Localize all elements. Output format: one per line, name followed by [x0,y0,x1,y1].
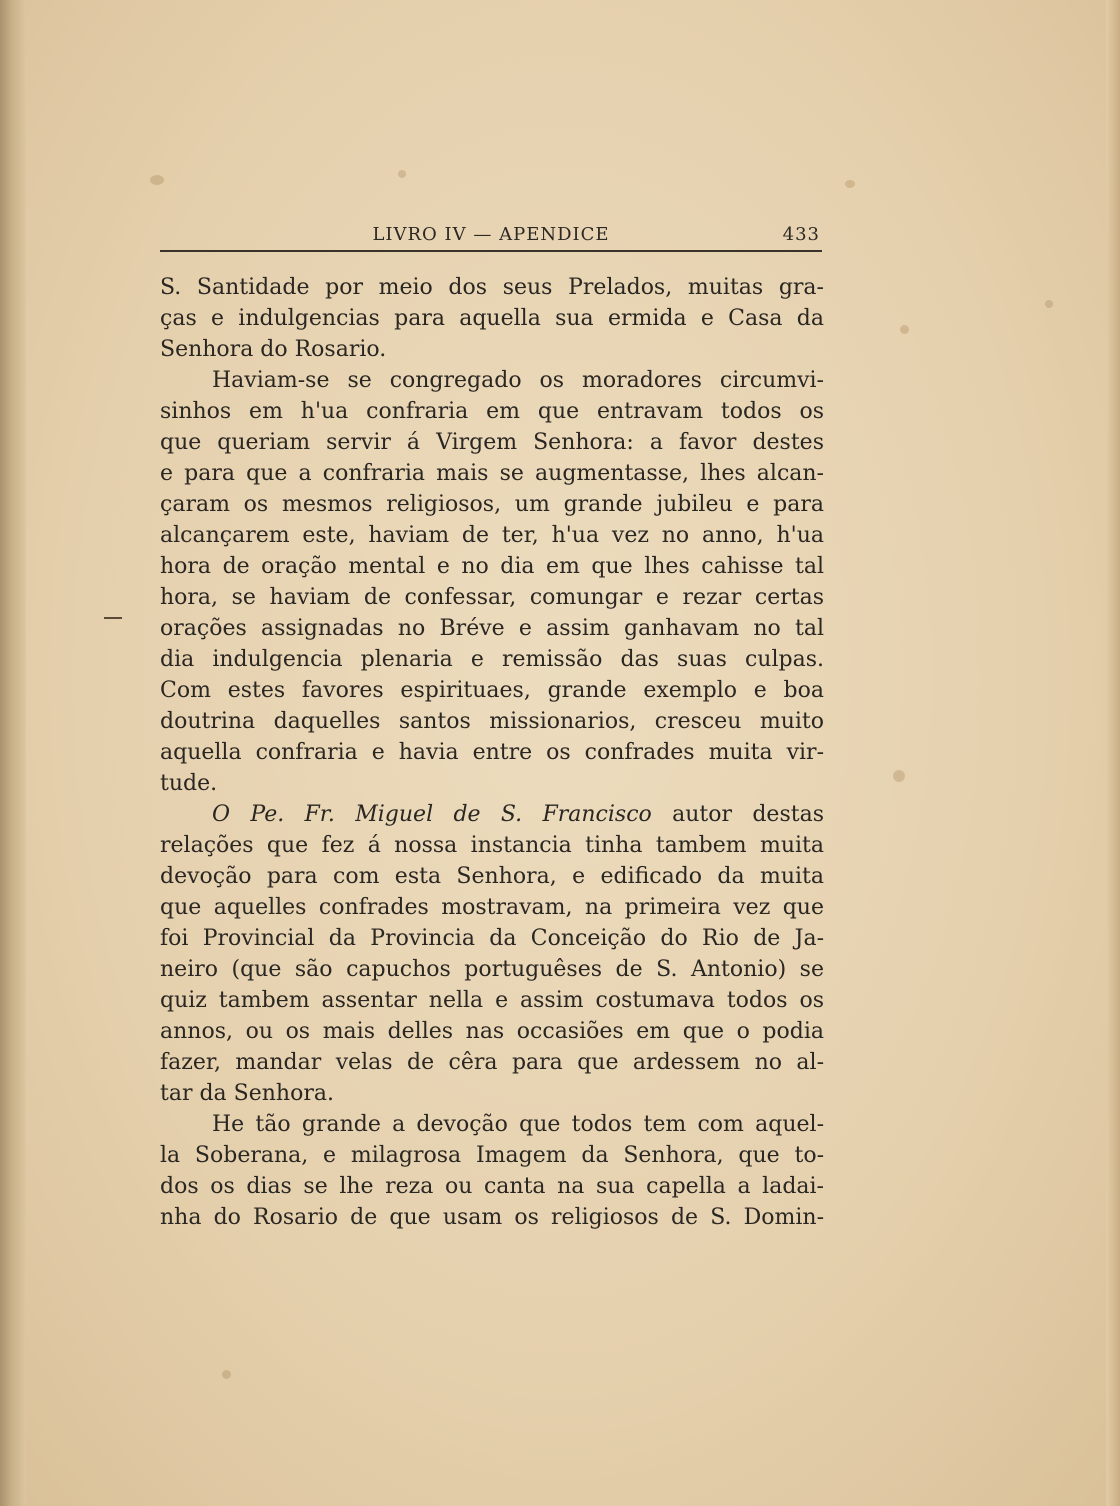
text-line: tude. [160,771,218,796]
text-line: alcançarem este, haviam de ter, h'ua vez no anno, h'ua [160,523,824,548]
running-header [160,222,822,252]
text-line: fazer, mandar velas de cêra para que ardessem no al- [160,1050,824,1075]
text-line: S. Santidade por meio dos seus Prelados, muitas gra- [160,275,824,300]
text-line: la Soberana, e milagrosa Imagem da Senhora, que to- [160,1143,824,1168]
text-line: relações que fez á nossa instancia tinha tambem muita [160,833,824,858]
text-line: çaram os mesmos religiosos, um grande jubileu e para [160,492,824,517]
page-number: 433 [782,224,820,245]
paragraph [160,799,824,1109]
text-line: foi Provincial da Provincia da Conceição do Rio de Ja- [160,926,824,951]
text-line: dia indulgencia plenaria e remissão das suas culpas. [160,647,824,672]
paper-stain [222,1370,231,1379]
body-text [160,272,824,1233]
text-line: quiz tambem assentar nella e assim costumava todos os [160,988,824,1013]
margin-mark [104,617,122,619]
paper-stain [1045,300,1053,308]
text-line: aquella confraria e havia entre os confrades muita vir- [160,740,824,765]
paragraph [160,1109,824,1233]
paper-stain [900,325,909,334]
text-line-with-italic-lead [160,799,824,830]
text-fragment: autor destas [672,802,824,827]
paragraph [160,365,824,799]
text-line: tar da Senhora. [160,1081,334,1106]
paper-stain [893,770,905,782]
text-line: annos, ou os mais delles nas occasiões em que o podia [160,1019,824,1044]
text-line: hora, se haviam de confessar, comungar e rezar certas [160,585,824,610]
text-line: ças e indulgencias para aquella sua ermida e Casa da [160,306,824,331]
text-line: He tão grande a devoção que todos tem com aquel- [212,1112,824,1137]
text-line: Com estes favores espirituaes, grande exemplo e boa [160,678,824,703]
paper-stain [150,175,164,185]
text-line: devoção para com esta Senhora, e edificado da muita [160,864,824,889]
paper-stain [398,170,406,178]
text-line: nha do Rosario de que usam os religiosos de S. Domin- [160,1205,824,1230]
page-binding-shadow [0,0,26,1506]
text-line: dos os dias se lhe reza ou canta na sua capella a ladai- [160,1174,824,1199]
running-title: LIVRO IV — APENDICE [372,224,610,245]
text-line: hora de oração mental e no dia em que lhes cahisse tal [160,554,824,579]
text-line: sinhos em h'ua confraria em que entravam todos os [160,399,824,424]
paragraph [160,272,824,365]
text-line: Haviam-se se congregado os moradores circumvi- [212,368,824,393]
text-line: que queriam servir á Virgem Senhora: a favor destes [160,430,824,455]
text-line: doutrina daquelles santos missionarios, cresceu muito [160,709,824,734]
italic-author-name: O Pe. Fr. Miguel de S. Francisco [212,802,652,827]
text-line: que aquelles confrades mostravam, na primeira vez que [160,895,824,920]
text-line: orações assignadas no Bréve e assim ganhavam no tal [160,616,824,641]
paper-stain [845,180,855,188]
text-line: e para que a confraria mais se augmentasse, lhes alcan- [160,461,824,486]
text-line: Senhora do Rosario. [160,337,387,362]
text-line: neiro (que são capuchos portuguêses de S. Antonio) se [160,957,824,982]
page-edge-shadow [1106,0,1120,1506]
